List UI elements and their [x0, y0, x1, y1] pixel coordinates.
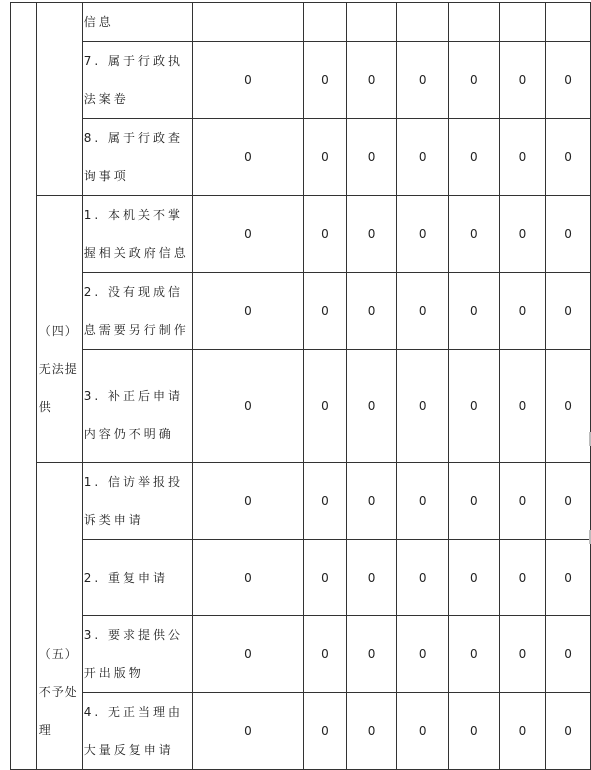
item-label-cell: [82, 463, 192, 540]
table-row: [11, 273, 591, 350]
value-cell: 0: [192, 540, 303, 616]
value-cell: 0: [346, 42, 397, 119]
value-cell: 0: [546, 693, 591, 770]
item-label-cell: [82, 119, 192, 196]
category-cell: [36, 3, 82, 196]
table-row: [11, 693, 591, 770]
table-row: [11, 42, 591, 119]
value-cell: 0: [397, 42, 449, 119]
item-label-cell: [82, 540, 192, 616]
value-cell: 0: [499, 42, 546, 119]
value-cell: 0: [346, 273, 397, 350]
value-cell: 0: [192, 273, 303, 350]
value-cell: 0: [192, 42, 303, 119]
table-row: [11, 540, 591, 616]
value-cell: 0: [304, 693, 347, 770]
value-cell: 0: [448, 273, 499, 350]
value-cell: 0: [346, 350, 397, 463]
value-cell: 0: [397, 616, 449, 693]
item-label: 3. 要求提供公开出版物: [83, 628, 183, 680]
value-cell: 0: [192, 196, 303, 273]
value-cell: 0: [546, 42, 591, 119]
value-cell: 0: [546, 273, 591, 350]
value-cell: 0: [397, 540, 449, 616]
value-cell: 0: [499, 119, 546, 196]
value-cell: 0: [448, 540, 499, 616]
value-cell: 0: [448, 196, 499, 273]
value-cell: 0: [346, 119, 397, 196]
category-label: （五）不予处理: [38, 647, 78, 737]
value-cell: 0: [546, 119, 591, 196]
item-label: 7. 属于行政执法案卷: [83, 54, 183, 106]
value-cell: 0: [304, 616, 347, 693]
value-cell: 0: [397, 273, 449, 350]
value-cell: 0: [546, 616, 591, 693]
value-cell: 0: [448, 463, 499, 540]
table-row: [11, 3, 591, 42]
value-cell: 0: [448, 693, 499, 770]
category-cell-unable-to-provide: [36, 196, 82, 463]
value-cell: 0: [346, 693, 397, 770]
value-cell: [397, 3, 449, 42]
value-cell: 0: [192, 463, 303, 540]
value-cell: [346, 3, 397, 42]
value-cell: 0: [304, 350, 347, 463]
item-label-cell: [82, 273, 192, 350]
value-cell: 0: [499, 350, 546, 463]
item-label: 8. 属于行政查询事项: [83, 131, 183, 183]
value-cell: 0: [192, 350, 303, 463]
value-cell: 0: [397, 350, 449, 463]
value-cell: [499, 3, 546, 42]
value-cell: 0: [346, 463, 397, 540]
value-cell: 0: [546, 350, 591, 463]
value-cell: [192, 3, 303, 42]
value-cell: 0: [546, 463, 591, 540]
value-cell: 0: [397, 693, 449, 770]
value-cell: [546, 3, 591, 42]
value-cell: 0: [546, 540, 591, 616]
value-cell: 0: [304, 196, 347, 273]
value-cell: 0: [397, 196, 449, 273]
value-cell: 0: [448, 42, 499, 119]
value-cell: 0: [448, 350, 499, 463]
outer-category-cell: [11, 3, 37, 770]
table-row: [11, 350, 591, 463]
item-label: 4. 无正当理由大量反复申请: [83, 705, 183, 757]
value-cell: 0: [192, 119, 303, 196]
disclosure-stats-table: [10, 2, 591, 770]
item-label-cell: [82, 3, 192, 42]
table-row: [11, 119, 591, 196]
value-cell: 0: [546, 196, 591, 273]
value-cell: 0: [448, 616, 499, 693]
item-label-cell: [82, 42, 192, 119]
item-label-cell: [82, 196, 192, 273]
value-cell: 0: [499, 616, 546, 693]
value-cell: 0: [304, 119, 347, 196]
value-cell: 0: [304, 540, 347, 616]
item-label-cell: [82, 616, 192, 693]
value-cell: 0: [346, 540, 397, 616]
value-cell: 0: [304, 273, 347, 350]
value-cell: 0: [397, 463, 449, 540]
value-cell: 0: [304, 42, 347, 119]
value-cell: 0: [499, 540, 546, 616]
value-cell: 0: [346, 196, 397, 273]
category-cell-not-processed: [36, 463, 82, 770]
table-row: [11, 463, 591, 540]
category-label: （四）无法提供: [38, 324, 78, 414]
value-cell: 0: [192, 616, 303, 693]
item-label-cell: [82, 350, 192, 463]
value-cell: 0: [499, 693, 546, 770]
item-label: 3. 补正后申请内容仍不明确: [83, 389, 183, 441]
value-cell: 0: [346, 616, 397, 693]
item-label: 信息: [83, 15, 114, 29]
item-label: 2. 没有现成信息需要另行制作: [83, 285, 189, 337]
value-cell: 0: [448, 119, 499, 196]
table-row: [11, 196, 591, 273]
item-label-cell: [82, 693, 192, 770]
item-label: 1. 信访举报投诉类申请: [83, 475, 183, 527]
item-label: 2. 重复申请: [83, 570, 168, 585]
table-row: [11, 616, 591, 693]
item-label: 1. 本机关不掌握相关政府信息: [83, 208, 189, 260]
value-cell: 0: [397, 119, 449, 196]
value-cell: 0: [499, 463, 546, 540]
value-cell: 0: [499, 196, 546, 273]
value-cell: [304, 3, 347, 42]
value-cell: 0: [304, 463, 347, 540]
value-cell: 0: [499, 273, 546, 350]
value-cell: [448, 3, 499, 42]
value-cell: 0: [192, 693, 303, 770]
